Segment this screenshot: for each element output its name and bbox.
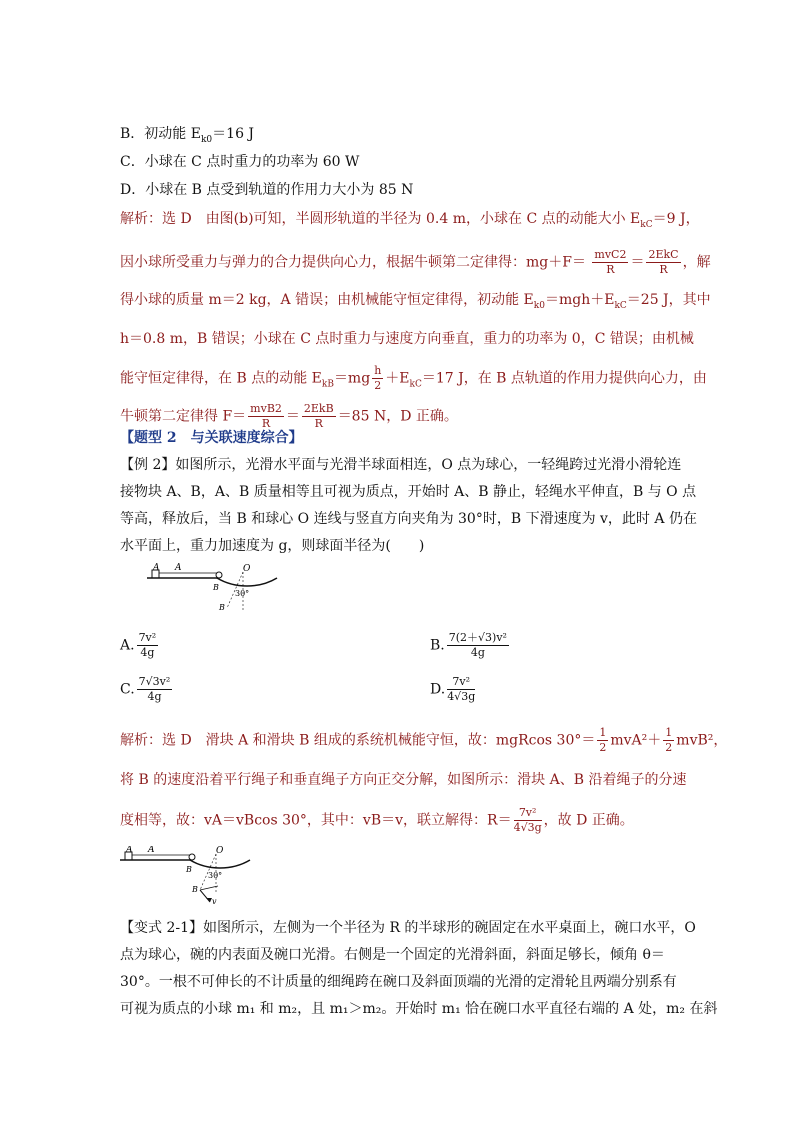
figure-hemisphere-2 (118, 846, 258, 906)
example2-line3: 等高，释放后，当 B 和球心 O 连线与竖直方向夹角为 30°时，B 下滑速度为 v，此时 A 仍在 (120, 511, 697, 527)
fraction: $\frac{\text{mvC2}}{R}$ (594, 248, 627, 276)
label-a1: A (153, 563, 160, 573)
fraction: $\frac{\text{2EkC}}{R}$ (648, 248, 679, 276)
fraction: $\frac{\text{mvB2}}{R}$ (250, 402, 282, 430)
answer-a[interactable]: A. $\frac{\text{7v²}}{4g}$ (120, 631, 157, 659)
answer-d[interactable]: D. $\frac{\text{7v²}}{4√3g}$ (430, 675, 476, 703)
fraction: $\frac{\text{7(2＋√3)v²}}{4g}$ (448, 631, 507, 659)
fraction: $\frac{1}{2}$ (665, 726, 673, 754)
label-o: O (243, 564, 251, 574)
solution1-line3: 得小球的质量 m＝2 kg，A 错误；由机械能守恒定律得，初动能 $E_{k0}=mgh+E_{kC}=25$ J，其中 (120, 292, 711, 311)
label-b2: B (192, 885, 198, 894)
label-b1: B (213, 583, 219, 592)
label-o: O (216, 846, 224, 856)
answer-c[interactable]: C. $\frac{\text{7√3v²}}{4g}$ (120, 675, 171, 703)
solution2-line1: 解析：选 D 滑块 A 和滑块 B 组成的系统机械能守恒，故：mgRcos 30°＝ $\frac{1}{2}$ mvA²＋ $\frac{1}{2}$ mvB²， (120, 726, 728, 754)
variant-line1: 【变式 2-1】如图所示，左侧为一个半径为 R 的半球形的碗固定在水平桌面上，碗口水平，O (120, 920, 696, 936)
solution1-line5: 能守恒定律得，在 B 点的动能 $E_{kB}=mg$ $\frac{h}{2}$ $+E_{kC}=17$ J，在 B 点轨道的作用力提供向心力，由 (120, 364, 707, 392)
solution2-line3: 度相等，故：vA＝vBcos 30°，其中：vB＝v，联立解得：R＝ $\frac{\text{7v²}}{4√3g}$ ，故 D 正确。 (120, 806, 634, 834)
label-angle: 30° (235, 589, 250, 598)
fraction: $\frac{\text{7v²}}{4√3g}$ (513, 806, 542, 834)
label-a2: A (148, 846, 155, 855)
fraction: $\frac{\text{7v²}}{4√3g}$ (447, 675, 476, 703)
option-b: B．初动能 $E_{k0}=16$ J (120, 126, 255, 145)
fraction: $\frac{\text{7√3v²}}{4g}$ (138, 675, 171, 703)
fraction: $\frac{\text{7v²}}{4g}$ (138, 631, 157, 659)
figure-hemisphere-1 (145, 562, 285, 614)
answer-b[interactable]: B. $\frac{\text{7(2＋√3)v²}}{4g}$ (430, 631, 507, 659)
variant-line3: 30°。一根不可伸长的不计质量的细绳跨在碗口及斜面顶端的光滑的定滑轮且两端分别系有 (120, 974, 677, 990)
label-b2: B (219, 603, 225, 612)
label-v: v (212, 897, 217, 906)
solution1-line1: 解析：选 D 由图(b)可知，半圆形轨道的半径为 0.4 m，小球在 C 点的动能大小 $E_{kC}=9$ J， (120, 211, 700, 230)
solution1-line6: 牛顿第二定律得 F＝ $\frac{\text{mvB2}}{R}$ ＝ $\frac{\text{2EkB}}{R}$ ＝85 N，D 正确。 (120, 402, 458, 430)
solution1-line2: 因小球所受重力与弹力的合力提供向心力，根据牛顿第二定律得：mg＋F＝ $\frac{\text{mvC2}}{R}$ ＝ $\frac{\text{2EkC}}{R}$ ，解 (120, 248, 711, 276)
label-b1: B (186, 865, 192, 874)
label-a1: A (126, 846, 133, 855)
solution2-line2: 将 B 的速度沿着平行绳子和垂直绳子方向正交分解，如图所示：滑块 A、B 沿着绳子的分速 (120, 772, 687, 788)
label-a2: A (175, 563, 182, 573)
option-c: C．小球在 C 点时重力的功率为 60 W (120, 154, 360, 170)
variant-line2: 点为球心，碗的内表面及碗口光滑。右侧是一个固定的光滑斜面，斜面足够长，倾角 θ＝ (120, 947, 665, 963)
label-angle: 30° (208, 871, 223, 880)
example2-line2: 接物块 A、B，A、B 质量相等且可视为质点，开始时 A、B 静止，轻绳水平伸直，B 与 O 点 (120, 484, 697, 500)
example2-line1: 【例 2】如图所示，光滑水平面与光滑半球面相连，O 点为球心，一轻绳跨过光滑小滑轮连 (120, 457, 682, 473)
example2-line4: 水平面上，重力加速度为 g，则球面半径为( ) (120, 538, 425, 554)
variant-line4: 可视为质点的小球 m₁ 和 m₂，且 m₁＞m₂。开始时 m₁ 恰在碗口水平直径右端的 A 处，m₂ 在斜 (120, 1001, 718, 1017)
section-title: 【题型 2 与关联速度综合】 (120, 430, 303, 446)
solution1-line4: h＝0.8 m，B 错误；小球在 C 点时重力与速度方向垂直，重力的功率为 0，C 错误；由机械 (120, 331, 694, 347)
fraction: $\frac{\text{2EkB}}{R}$ (303, 402, 334, 430)
fraction: $\frac{h}{2}$ (374, 364, 382, 392)
fraction: $\frac{1}{2}$ (599, 726, 607, 754)
option-d: D．小球在 B 点受到轨道的作用力大小为 85 N (120, 182, 414, 198)
